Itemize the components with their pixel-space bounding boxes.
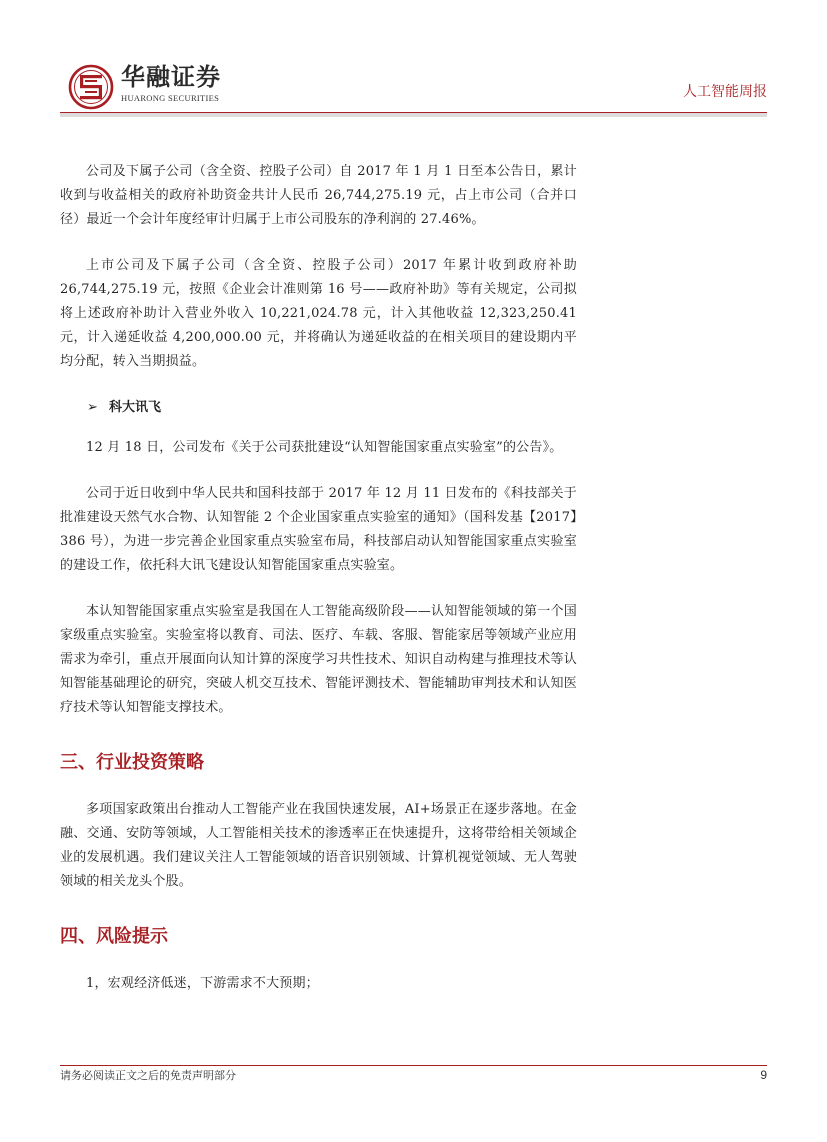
paragraph-announcement: 12 月 18 日，公司发布《关于公司获批建设“认知智能国家重点实验室”的公告》。 <box>86 440 563 455</box>
company-bullet-heading <box>87 396 577 420</box>
paragraph-subsidy-accounting: 上市公司及下属子公司（含全资、控股子公司）2017 年累计收到政府补助 26,744,275.19 元，按照《企业会计准则第 16 号——政府补助》等有关规定，公司拟将上述政府补助计入营业外收入 10,221,024.78 元，计入其他收益 12,323,250.41 元，计入递延收益 4,200,000.00 元，并将确认为递延收益的在相关项目的建设期内平均分配，转入当期损益。 <box>60 258 577 369</box>
page-number: 9 <box>760 1068 767 1082</box>
section-title-risk-warning: 四、风险提示 <box>60 926 168 947</box>
footer-disclaimer: 请务必阅读正文之后的免责声明部分 <box>60 1069 236 1082</box>
paragraph-lab-approval: 公司于近日收到中华人民共和国科技部于 2017 年 12 月 11 日发布的《科技部关于批准建设天然气水合物、认知智能 2 个企业国家重点实验室的通知》（国科发基【2017】386 号），为进一步完善企业国家重点实验室布局，科技部启动认知智能国家重点实验室的建设工作，依托科大讯飞建设认知智能国家重点实验室。 <box>60 486 577 573</box>
header-divider-gray <box>60 113 767 117</box>
paragraph-risk-item-1: 1，宏观经济低迷，下游需求不大预期； <box>86 976 319 991</box>
company-name-label: 科大讯飞 <box>109 400 162 415</box>
paragraph-lab-description: 本认知智能国家重点实验室是我国在人工智能高级阶段——认知智能领域的第一个国家级重点实验室。实验室将以教育、司法、医疗、车载、客服、智能家居等领域产业应用需求为牵引，重点开展面向认知计算的深度学习共性技术、知识自动构建与推理技术等认知智能基础理论的研究，突破人机交互技术、智能评测技术、智能辅助审判技术和认知医疗技术等认知智能支撑技术。 <box>60 604 577 715</box>
brand-name-cn: 华融证券 <box>121 63 221 91</box>
paragraph-subsidy-total: 公司及下属子公司（含全资、控股子公司）自 2017 年 1 月 1 日至本公告日，累计收到与收益相关的政府补助资金共计人民币 26,744,275.19 元，占上市公司（合并口径）最近一个会计年度经审计归属于上市公司股东的净利润的 27.46%。 <box>60 164 577 227</box>
brand-name-en: HUARONG SECURITIES <box>121 93 220 103</box>
report-type-label: 人工智能周报 <box>683 84 767 100</box>
document-body <box>60 160 577 1018</box>
section-title-investment-strategy: 三、行业投资策略 <box>60 752 204 773</box>
paragraph-investment-strategy: 多项国家政策出台推动人工智能产业在我国快速发展，AI+场景正在逐步落地。在金融、交通、安防等领域，人工智能相关技术的渗透率正在快速提升，这将带给相关领域企业的发展机遇。我们建议关注人工智能领域的语音识别领域、计算机视觉领域、无人驾驶领域的相关龙头个股。 <box>60 802 577 889</box>
header-divider <box>60 112 767 117</box>
footer-divider <box>60 1065 767 1066</box>
huarong-logo-icon <box>68 64 114 110</box>
arrow-bullet-icon: ➢ <box>87 400 98 415</box>
